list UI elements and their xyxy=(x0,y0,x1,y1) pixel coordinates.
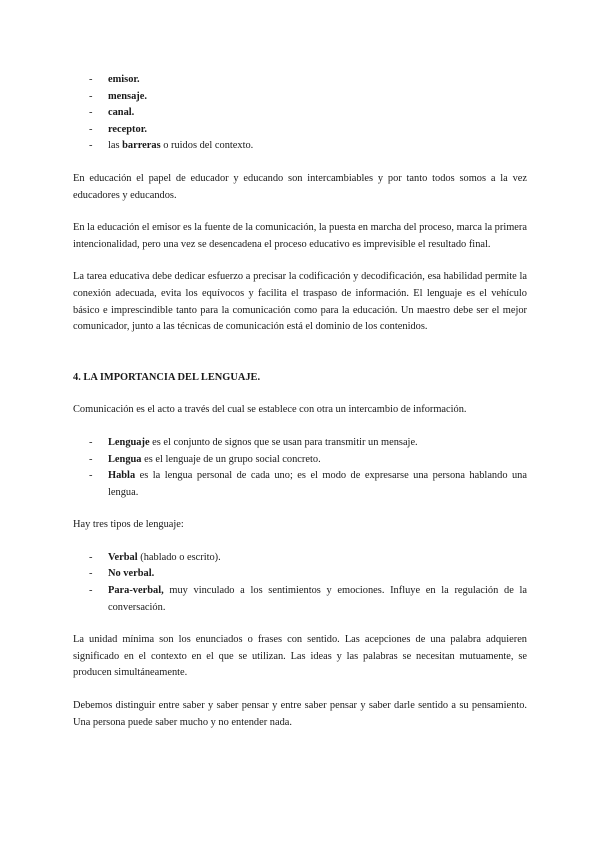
list-term: No verbal. xyxy=(108,568,155,580)
list-item xyxy=(73,138,527,155)
paragraph-emisor: En la educación el emisor es la fuente de la comunicación, la puesta en marcha del proceso, marca la primera intencionalidad, pero una vez se desencadena el proceso educativo es imprevisible el resultado final. xyxy=(73,222,527,250)
list-item xyxy=(73,89,527,106)
list-dash: - xyxy=(89,123,93,135)
list-item xyxy=(73,468,527,501)
communication-elements-list xyxy=(73,72,527,155)
list-text: muy vinculado a los sentimientos y emociones. Influye en la regulación de la conversación. xyxy=(108,585,527,613)
section-heading: 4. LA IMPORTANCIA DEL LENGUAJE. xyxy=(73,371,261,383)
list-dash: - xyxy=(89,568,93,580)
list-term: Verbal xyxy=(108,551,138,563)
list-dash: - xyxy=(89,453,93,465)
list-term: Habla xyxy=(108,470,136,482)
document-body xyxy=(73,72,527,731)
list-item xyxy=(73,435,527,452)
list-dash: - xyxy=(89,74,93,85)
list-term: Lenguaje xyxy=(108,436,150,448)
list-item xyxy=(73,105,527,122)
language-types-list xyxy=(73,550,527,616)
list-item xyxy=(73,566,527,583)
list-text: es el lenguaje de un grupo social concreto. xyxy=(141,453,321,465)
paragraph-tipos-lenguaje: Hay tres tipos de lenguaje: xyxy=(73,519,184,531)
paragraph-educador: En educación el papel de educador y educando son intercambiables y por tanto todos somos a la vez educadores y educandos. xyxy=(73,172,527,201)
list-text: las xyxy=(108,140,123,152)
paragraph-tarea-educativa: La tarea educativa debe dedicar esfuerzo a precisar la codificación y decodificación, esa habilidad permite la conexión adecuada, evita los equívocos y facilita el traspaso de información. El lenguaje es el vehículo básico e imprescindible tanto para la comunicación como para la educación. Un maestro debe ser el mejor comunicador, junto a las técnicas de comunicación está el dominio de los contenidos. xyxy=(73,271,527,333)
paragraph-unidad-minima: La unidad mínima son los enunciados o frases con sentido. Las acepciones de una palabra adquieren significado en el contexto en el que se utilizan. Las ideas y las palabras se necesitan mutuamente, se producen simultáneamente. xyxy=(73,634,527,679)
list-item xyxy=(73,583,527,616)
list-term: barreras xyxy=(122,140,161,152)
list-text: es el conjunto de signos que se usan para transmitir un mensaje. xyxy=(149,436,418,448)
list-item xyxy=(73,550,527,567)
list-item xyxy=(73,122,527,139)
list-text: (hablado o escrito). xyxy=(137,551,221,563)
list-term: Lengua xyxy=(108,453,142,465)
list-dash: - xyxy=(89,140,93,152)
list-dash: - xyxy=(89,90,93,102)
language-definitions-list xyxy=(73,435,527,501)
list-dash: - xyxy=(89,470,93,482)
list-text: es la lengua personal de cada uno; es el modo de expresarse una persona hablando una lengua. xyxy=(108,470,527,498)
list-dash: - xyxy=(89,436,93,448)
list-term: Para-verbal, xyxy=(108,585,164,597)
list-dash: - xyxy=(89,585,93,597)
paragraph-distinguir: Debemos distinguir entre saber y saber pensar y entre saber pensar y saber darle sentido a su pensamiento. Una persona puede saber mucho y no entender nada. xyxy=(73,700,527,728)
list-term: canal. xyxy=(108,107,135,119)
list-dash: - xyxy=(89,551,93,563)
list-term: mensaje. xyxy=(108,90,147,102)
list-item xyxy=(73,72,527,89)
list-text: o ruidos del contexto. xyxy=(160,140,254,152)
paragraph-comunicacion: Comunicación es el acto a través del cual se establece con otra un intercambio de información. xyxy=(73,404,467,416)
list-dash: - xyxy=(89,107,93,119)
list-term: receptor. xyxy=(108,123,147,135)
list-item xyxy=(73,452,527,469)
list-term: emisor. xyxy=(108,74,140,85)
